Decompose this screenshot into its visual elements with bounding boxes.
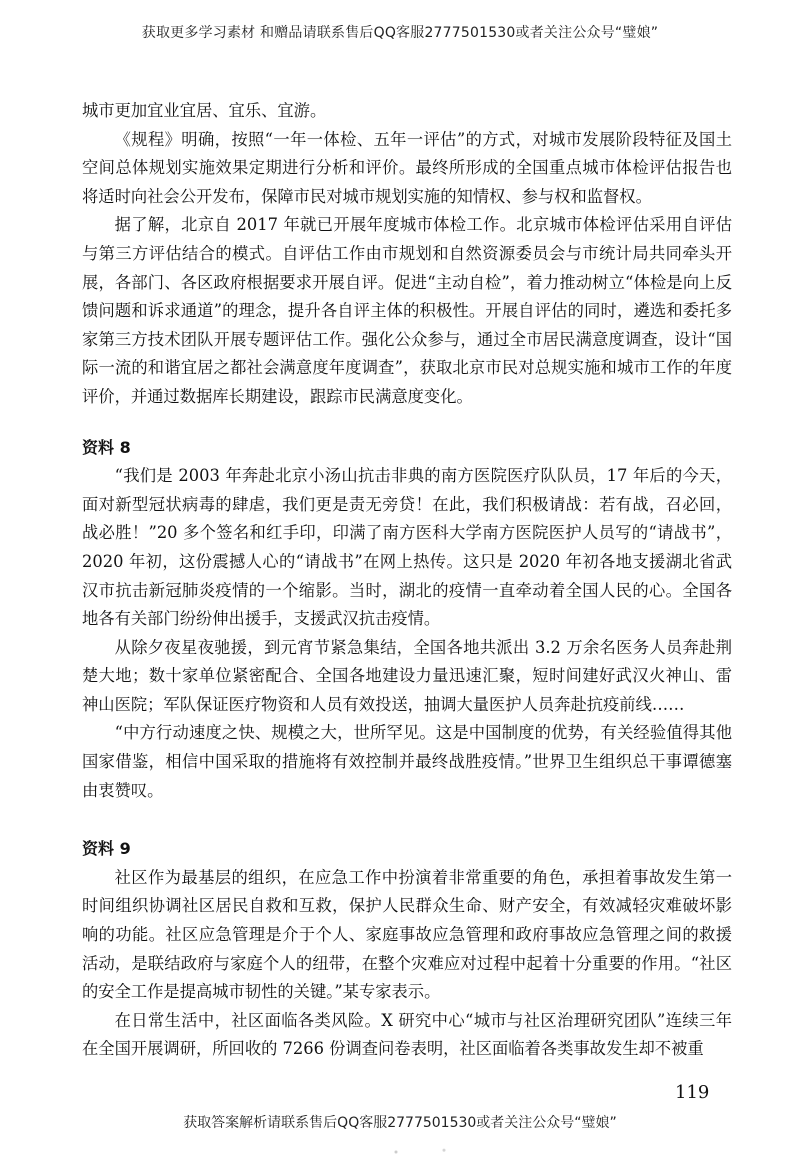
section-title-material-9: 资料 9: [82, 839, 131, 859]
paragraph-continuation: 城市更加宜业宜居、宜乐、宜游。: [82, 101, 327, 120]
paragraph-material-8-2: 从除夕夜星夜驰援，到元宵节紧急集结，全国各地共派出 3.2 万余名医务人员奔赴荆楚大地；数十家单位紧密配合、全国各地建设力量迅速汇聚，短时间建好武汉火神山、雷神山医院；军队保证医疗物资和人员有效投送，抽调大量医护人员奔赴抗疫前线……: [82, 637, 732, 714]
paragraph-material-8-1: “我们是 2003 年奔赴北京小汤山抗击非典的南方医院医疗队队员，17 年后的今天，面对新型冠状病毒的肆虐，我们更是责无旁贷！在此，我们积极请战：若有战，召必回，战必胜！”20 多个签名和红手印，印满了南方医科大学南方医院医护人员写的“请战书”，2020 年初，这份震撼人心的“请战书”在网上热传。这只是 2020 年初各地支援湖北省武汉市抗击新冠肺炎疫情的一个缩影。当时，湖北的疫情一直牵动着全国人民的心。全国各地各有关部门纷纷伸出援手，支援武汉抗击疫情。: [82, 466, 732, 629]
paragraph-beijing: 据了解，北京自 2017 年就已开展年度城市体检工作。北京城市体检评估采用自评估与第三方评估结合的模式。自评估工作由市规划和自然资源委员会与市统计局共同牵头开展，各部门、各区政府根据要求开展自评。促进“主动自检”，着力推动树立“体检是向上反馈问题和诉求通道”的理念，提升各自评主体的积极性。开展自评估的同时，遴选和委托多家第三方技术团队开展专题评估工作。强化公众参与，通过全市居民满意度调查，设计“国际一流的和谐宜居之都社会满意度年度调查”，获取北京市民对总规实施和城市工作的年度评价，并通过数据库长期建设，跟踪市民满意度变化。: [82, 215, 732, 406]
page-number: 119: [675, 1082, 710, 1103]
document-body: [82, 97, 732, 1064]
paragraph-material-8-3: “中方行动速度之快、规模之大，世所罕见。这是中国制度的优势，有关经验值得其他国家借鉴，相信中国采取的措施将有效控制并最终战胜疫情。”世界卫生组织总干事谭德塞由衷赞叹。: [82, 723, 732, 800]
paragraph-regulation: 《规程》明确，按照“一年一体检、五年一评估”的方式，对城市发展阶段特征及国土空间总体规划实施效果定期进行分析和评价。最终所形成的全国重点城市体检评估报告也将适时向社会公开发布，保障市民对城市规划实施的知情权、参与权和监督权。: [82, 129, 732, 206]
header-notice: 获取更多学习素材 和赠品请联系售后QQ客服2777501530或者关注公众号“璧娘”: [141, 25, 659, 41]
section-title-material-8: 资料 8: [82, 437, 131, 457]
scan-noise: [360, 1143, 480, 1161]
footer-notice: 获取答案解析请联系售后QQ客服2777501530或者关注公众号“璧娘”: [183, 1115, 617, 1131]
paragraph-material-9-1: 社区作为最基层的组织，在应急工作中扮演着非常重要的角色，承担着事故发生第一时间组织协调社区居民自救和互救，保护人民群众生命、财产安全，有效减轻灾难破坏影响的功能。社区应急管理是介于个人、家庭事故应急管理和政府事故应急管理之间的救援活动，是联结政府与家庭个人的纽带，在整个灾难应对过程中起着十分重要的作用。“社区的安全工作是提高城市韧性的关键。”某专家表示。: [82, 867, 732, 1002]
paragraph-material-9-2: 在日常生活中，社区面临各类风险。X 研究中心“城市与社区治理研究团队”连续三年在全国开展调研，所回收的 7266 份调查问卷表明，社区面临着各类事故发生却不被重: [82, 1010, 732, 1059]
